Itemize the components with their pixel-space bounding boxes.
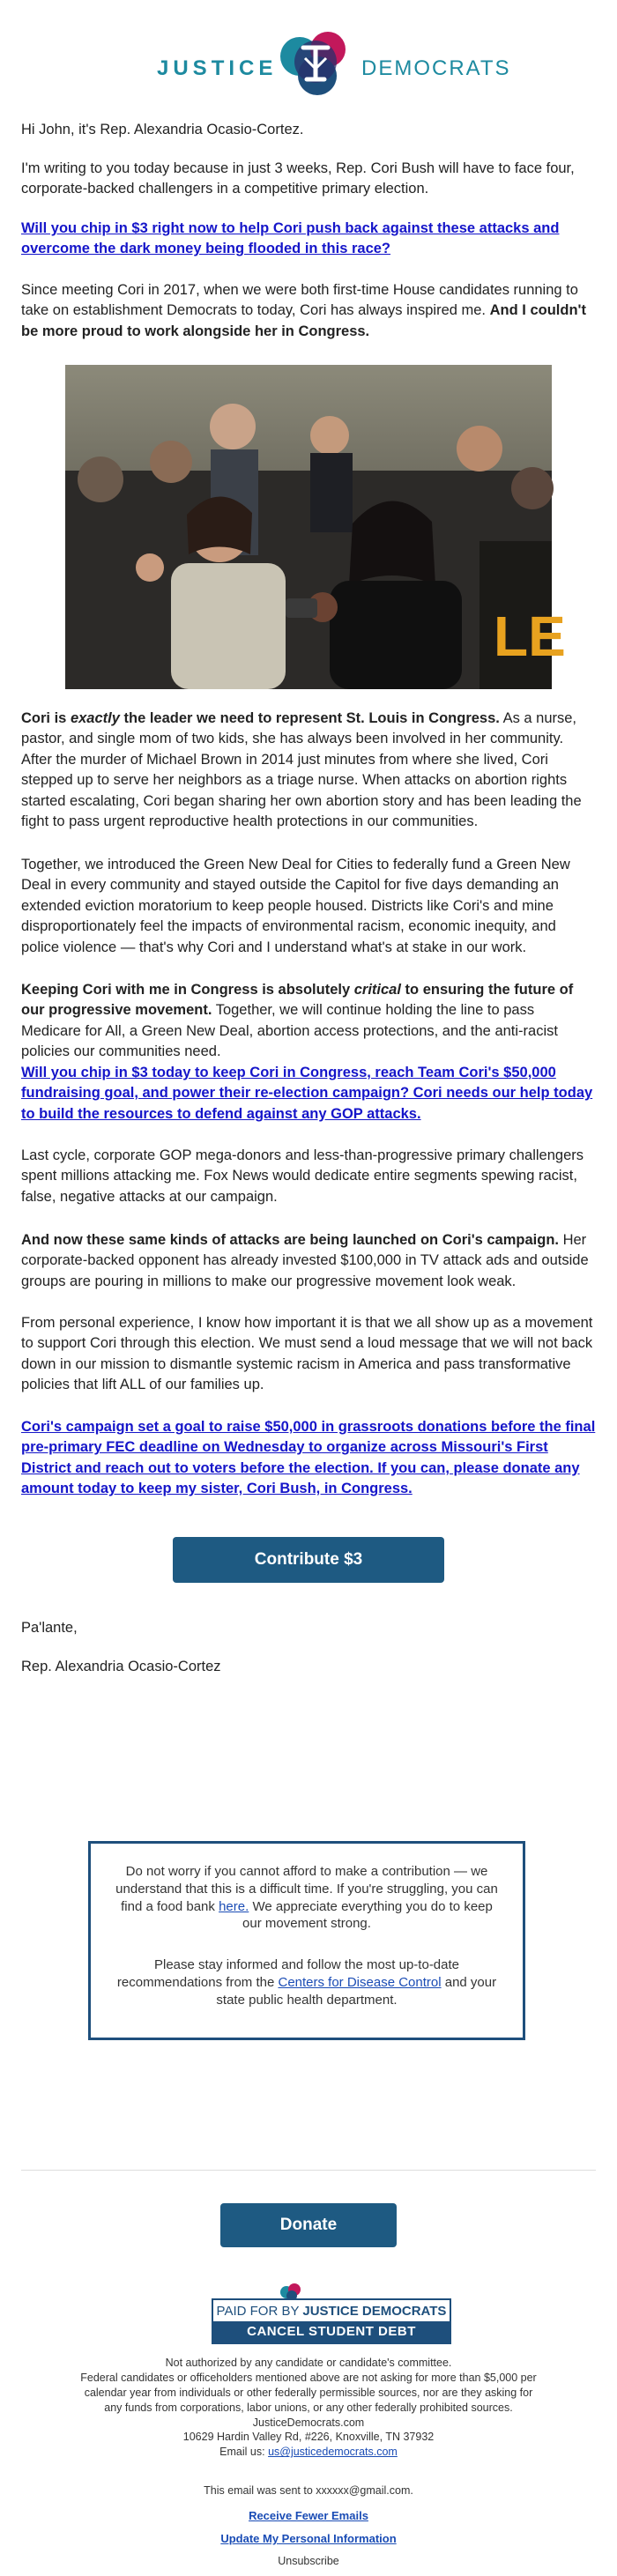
donate-button[interactable]: Donate xyxy=(220,2203,397,2247)
justice-democrats-logo-icon[interactable] xyxy=(273,21,358,106)
paid-for-org: JUSTICE DEMOCRATS xyxy=(302,2304,447,2319)
notice-cdc: Please stay informed and follow the most up-to-date recommendations from the Centers for Disease Control and your state public health department. xyxy=(116,1957,497,2008)
paragraph-green-new-deal: Together, we introduced the Green New Deal for Cities to federally fund a Green New Deal in every community and stayed outside the Capitol for five days demanding an extended eviction moratorium to keep people housed. Districts like Cori's and mine disproportionately feel the impacts of environmental racism, economic inequity, and police violence — that's why Cori and I understand what's at stake in our work. xyxy=(21,857,570,955)
disclaimer: Not authorized by any candidate or candidate's committee. Federal candidates or officeholders mentioned above are not asking for more than $5,000 per calendar year from individuals or other federally permissible sources, nor are they asking for any funds from corporations, labor unions, or any other federally prohibited sources. JusticeDemocrats.com 10629 Hardin Valley Rd, #226, Knoxville, TN 37932 Email us: us@justicedemocrats.com xyxy=(80,2357,537,2459)
cdc-link[interactable]: Centers for Disease Control xyxy=(278,1974,442,1990)
receive-fewer-wrap xyxy=(79,2508,538,2524)
update-info-wrap xyxy=(79,2531,538,2547)
paragraph-intro: I'm writing to you today because in just 3 weeks, Rep. Cori Bush will have to face four, corporate-backed challengers in a competitive primary election. xyxy=(21,160,575,197)
paragraph-last-cycle: Last cycle, corporate GOP mega-donors and less-than-progressive primary challengers spent millions attacking me. Fox News would dedicate entire segments spewing racist, false, negative attacks at our campaign. xyxy=(21,1147,584,1205)
logo-wordmark-right: DEMOCRATS xyxy=(361,56,511,80)
donate-link-2-wrap xyxy=(21,1063,596,1125)
greeting: Hi John, it's Rep. Alexandria Ocasio-Cortez. xyxy=(21,122,304,137)
paragraph-critical: Keeping Cori with me in Congress is absolutely critical to ensuring the future of our progressive movement. Together, we will continue holding the line to pass Medicare for All, a Green New Deal, abortion access protections, and the anti-racist policies our communities need. xyxy=(21,982,574,1060)
email-link[interactable]: us@justicedemocrats.com xyxy=(268,2446,398,2459)
closing: Pa'lante, xyxy=(21,1620,78,1636)
contribute-button[interactable]: Contribute $3 xyxy=(173,1537,444,1583)
signature: Rep. Alexandria Ocasio-Cortez xyxy=(21,1659,221,1674)
donate-link-2[interactable]: Will you chip in $3 today to keep Cori in Congress, reach Team Cori's $50,000 fundraising goal, and power their re-election campaign? Cori needs our help today to build the resources to defend against any GOP attacks. xyxy=(21,1065,593,1122)
donate-link-3-wrap xyxy=(21,1417,596,1500)
paid-for-by-banner xyxy=(212,2298,451,2344)
rally-photo xyxy=(65,365,566,689)
header xyxy=(0,21,617,106)
donate-link-1[interactable]: Will you chip in $3 right now to help Cori push back against these attacks and overcome the dark money being flooded in this race? xyxy=(21,220,560,257)
donate-link-3[interactable]: Cori's campaign set a goal to raise $50,000 in grassroots donations before the final pre-primary FEC deadline on Wednesday to organize across Missouri's First District and reach out to voters before the election. If you can, please donate any amount today to keep my sister, Cori Bush, in Congress. xyxy=(21,1419,596,1497)
logo-wordmark-left: JUSTICE xyxy=(157,56,278,80)
food-bank-notice xyxy=(88,1841,525,2040)
paragraph-cori-leader: Cori is exactly the leader we need to represent St. Louis in Congress. As a nurse, pastor, and single mom of two kids, she has always been involved in her community. After the murder of Michael Brown in 2014 just minutes from where she lived, Cori stepped up to serve her neighbors as a triage nurse. When attacks on abortion rights started escalating, Cori began sharing her own abortion story and has been leading the fight to pass urgent reproductive health protections in our communities. xyxy=(21,710,582,830)
svg-text:LE: LE xyxy=(494,605,566,668)
sent-to: This email was sent to xxxxxx@gmail.com. xyxy=(204,2484,413,2497)
paragraph-attacks: And now these same kinds of attacks are being launched on Cori's campaign. Her corporate-backed opponent has already invested $100,000 in TV attack ads and outside groups are pouring in millions to make our progressive movement look weak. xyxy=(21,1232,589,1289)
paragraph-personal-experience: From personal experience, I know how important it is that we all show up as a movement to support Cori through this election. We must send a loud message that we will not back down in our mission to dismantle systemic racism in America and pass transformative policies that lift ALL of our families up. xyxy=(21,1315,593,1393)
unsubscribe-wrap xyxy=(79,2554,538,2569)
rally-photo-illustration xyxy=(65,365,566,689)
receive-fewer-emails-link[interactable]: Receive Fewer Emails xyxy=(249,2509,368,2522)
update-personal-info-link[interactable]: Update My Personal Information xyxy=(220,2532,397,2545)
paid-for-tagline: CANCEL STUDENT DEBT xyxy=(213,2321,450,2342)
paragraph-meeting-cori: Since meeting Cori in 2017, when we were both first-time House candidates running to take on establishment Democrats to today, Cori has always inspired me. And I couldn't be more proud to work alongside her in Congress. xyxy=(21,282,586,339)
paid-for-prefix: PAID FOR BY xyxy=(216,2304,300,2319)
divider xyxy=(21,2170,596,2171)
unsubscribe-link[interactable]: Unsubscribe xyxy=(278,2555,339,2567)
notice-food-bank: Do not worry if you cannot afford to make a contribution — we understand that this is a difficult time. If you're struggling, you can find a food bank here. We appreciate everything you do to keep our movement strong. xyxy=(115,1864,498,1932)
donate-link-1-wrap xyxy=(21,219,596,260)
food-bank-link[interactable]: here. xyxy=(219,1898,249,1914)
